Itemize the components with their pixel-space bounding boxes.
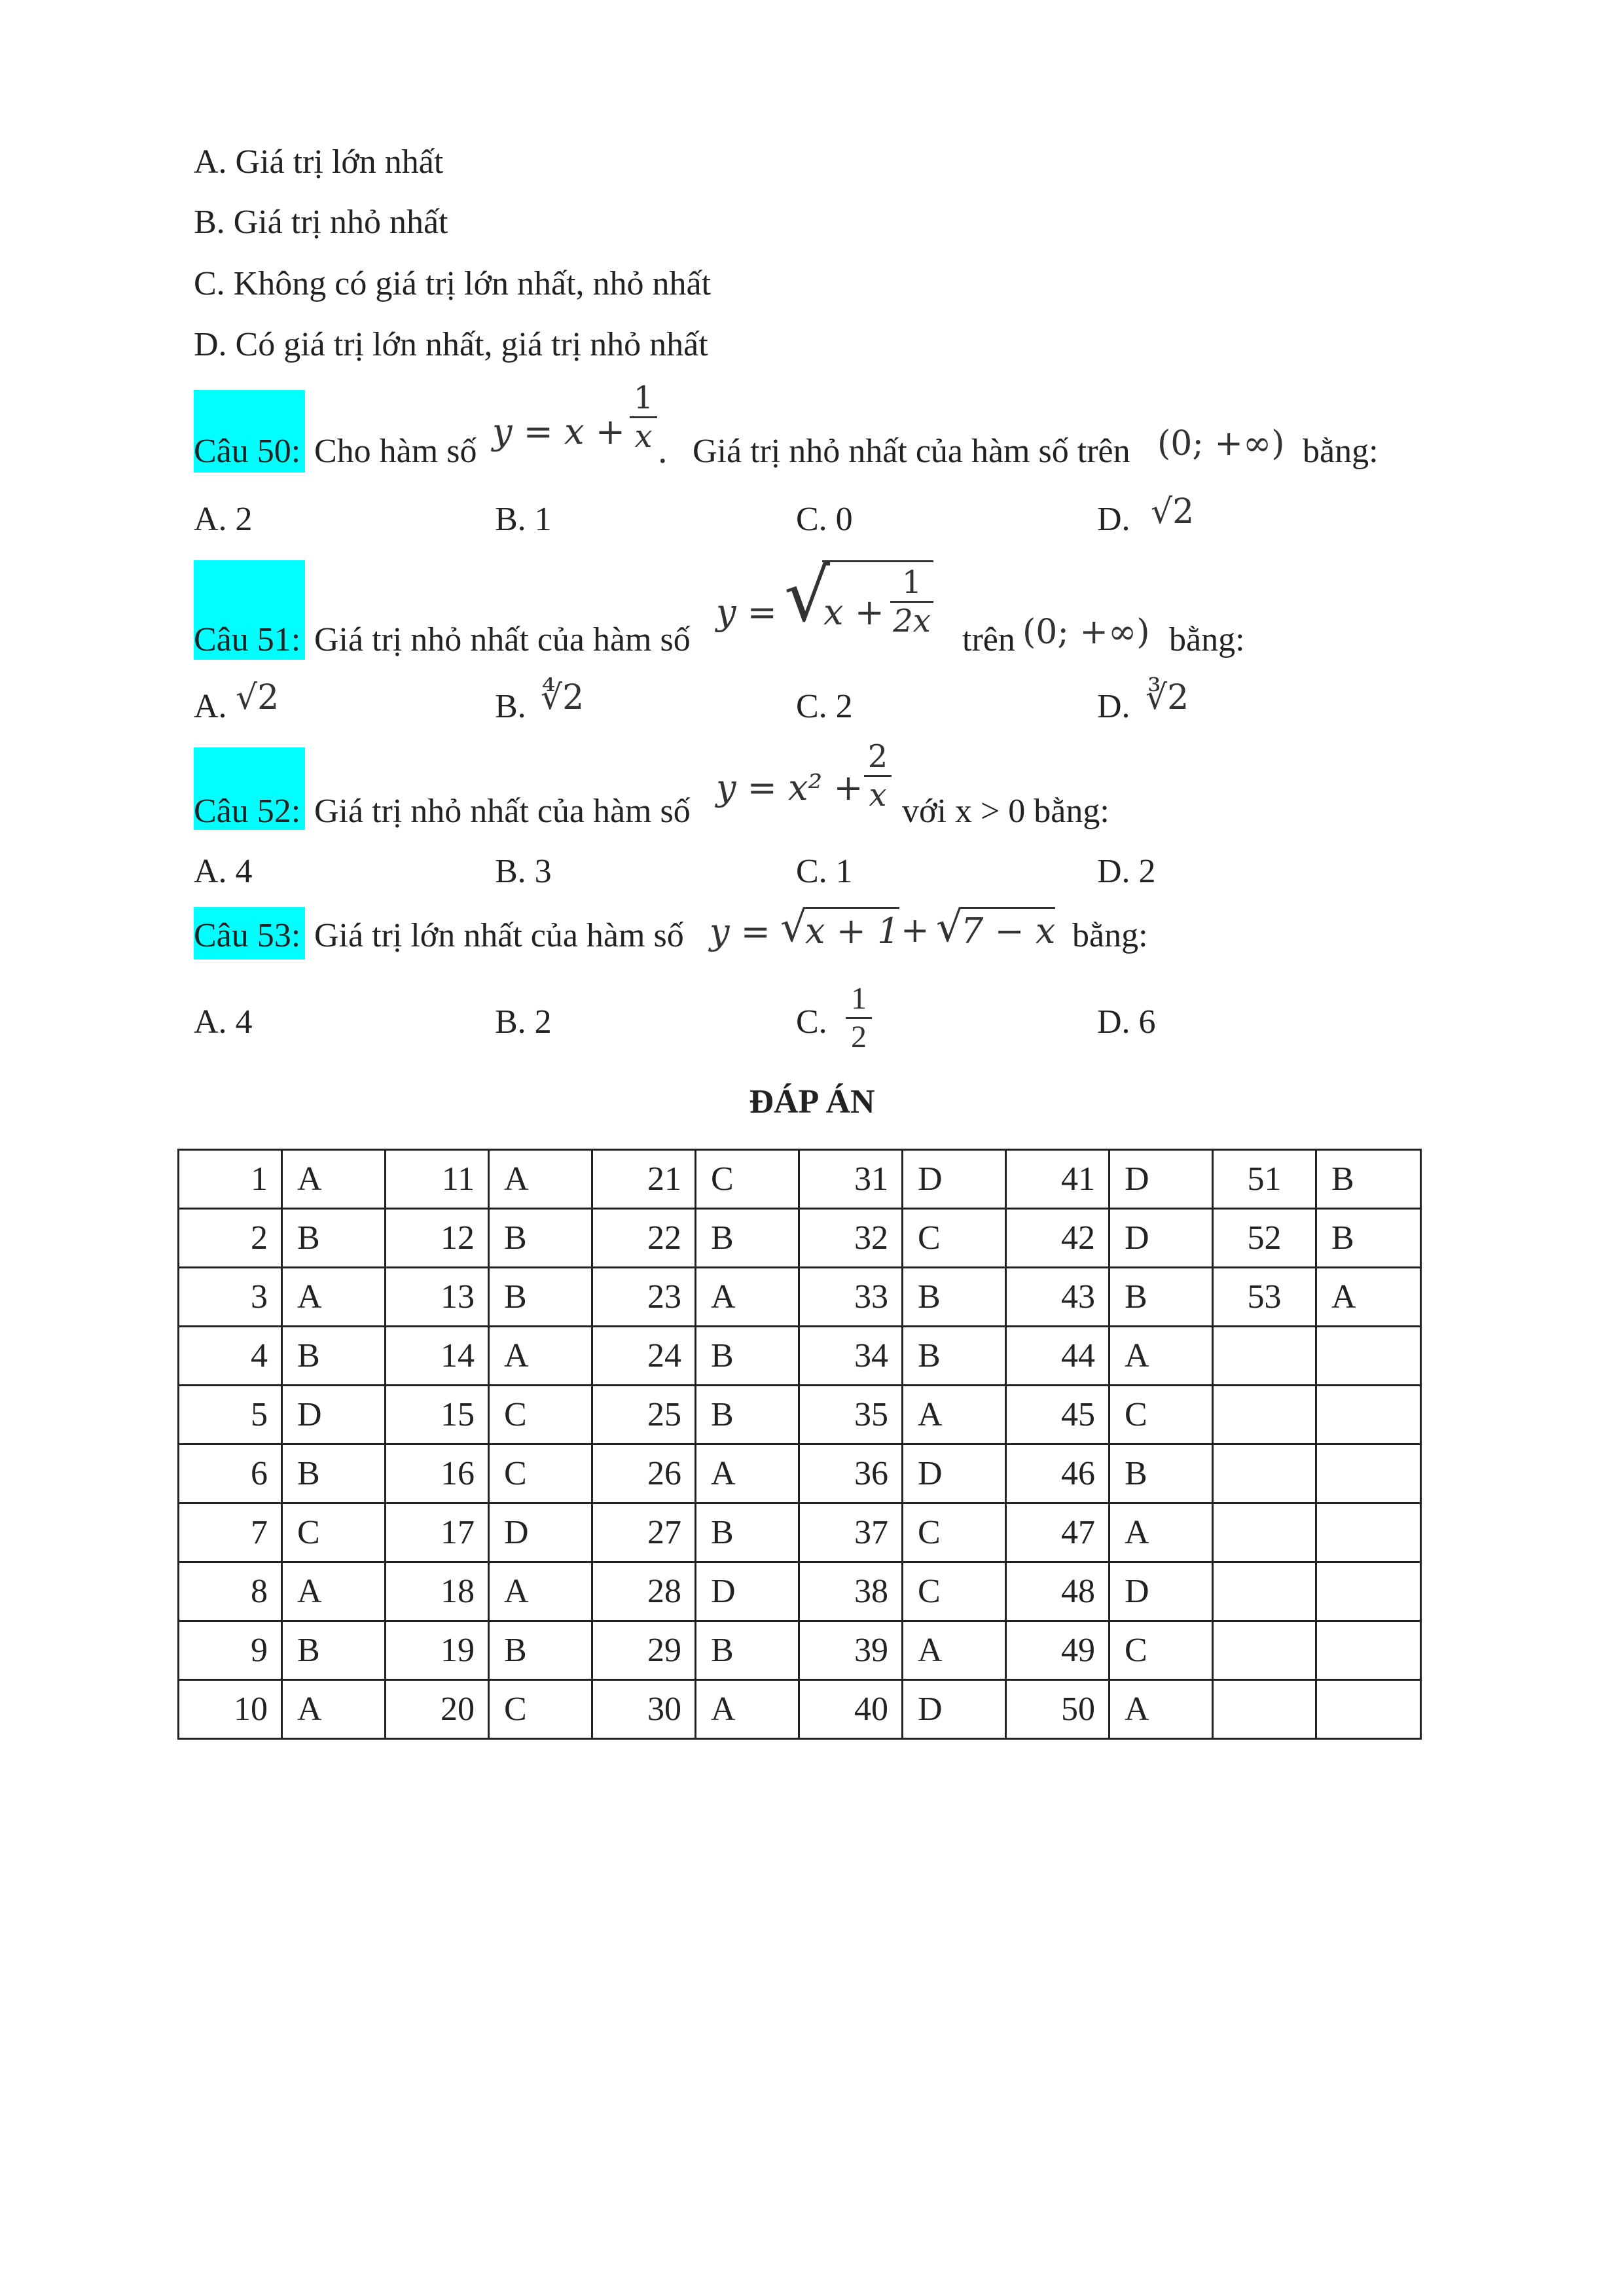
- answer-letter-cell: B: [489, 1621, 592, 1680]
- answer-letter-cell: B: [282, 1327, 386, 1386]
- answer-letter-cell: C: [696, 1150, 799, 1209]
- answer-letter-cell: A: [1110, 1327, 1213, 1386]
- q50-text: Cho hàm số: [314, 433, 477, 470]
- question-number-cell: 32: [799, 1209, 903, 1268]
- answer-letter-cell: C: [1110, 1386, 1213, 1444]
- q51-option-d-value: ∛2: [1146, 678, 1189, 717]
- answer-letter-cell: D: [903, 1680, 1006, 1739]
- sqrt-icon: √: [780, 903, 807, 952]
- q53-option-c-fraction: 1 2: [846, 980, 872, 1056]
- question-number-cell: 46: [1006, 1444, 1110, 1503]
- q50-interval: (0; +∞): [1157, 424, 1285, 463]
- question-number-cell: 2: [179, 1209, 282, 1268]
- question-number-cell: 33: [799, 1268, 903, 1327]
- question-number-cell: [1213, 1680, 1316, 1739]
- answer-letter-cell: [1316, 1562, 1421, 1621]
- answer-letter-cell: D: [696, 1562, 799, 1621]
- q50-option-d: D.: [1097, 501, 1130, 538]
- q52-text-2: với x > 0 bằng:: [902, 793, 1110, 830]
- table-row: [179, 1209, 1421, 1268]
- question-number-cell: [1213, 1621, 1316, 1680]
- answer-letter-cell: [1316, 1680, 1421, 1739]
- q51-option-a: A.: [194, 688, 227, 725]
- answer-letter-cell: D: [1110, 1562, 1213, 1621]
- answer-letter-cell: B: [696, 1327, 799, 1386]
- question-number-cell: 22: [592, 1209, 696, 1268]
- table-row: [179, 1150, 1421, 1209]
- question-number-cell: 6: [179, 1444, 282, 1503]
- question-number-cell: 5: [179, 1386, 282, 1444]
- question-number-cell: 27: [592, 1503, 696, 1562]
- question-number-cell: 47: [1006, 1503, 1110, 1562]
- question-number-cell: [1213, 1562, 1316, 1621]
- q51-option-b-value: ∜2: [541, 678, 585, 717]
- q51-formula: y =: [716, 592, 777, 633]
- answer-letter-cell: [1316, 1327, 1421, 1386]
- answer-letter-cell: B: [903, 1327, 1006, 1386]
- question-number-cell: 4: [179, 1327, 282, 1386]
- question-number-cell: 1: [179, 1150, 282, 1209]
- question-number-cell: 51: [1213, 1150, 1316, 1209]
- prev-option-c: C. Không có giá trị lớn nhất, nhỏ nhất: [194, 265, 712, 302]
- answer-letter-cell: A: [903, 1386, 1006, 1444]
- q51-radical-bar: [822, 560, 933, 562]
- answer-letter-cell: C: [282, 1503, 386, 1562]
- answer-letter-cell: A: [903, 1621, 1006, 1680]
- question-number-cell: 42: [1006, 1209, 1110, 1268]
- q52-text: Giá trị nhỏ nhất của hàm số: [314, 793, 691, 830]
- answer-letter-cell: B: [282, 1209, 386, 1268]
- question-number-cell: 12: [386, 1209, 489, 1268]
- question-number-cell: 25: [592, 1386, 696, 1444]
- table-row: [179, 1444, 1421, 1503]
- answer-letter-cell: A: [282, 1680, 386, 1739]
- answer-letter-cell: C: [903, 1209, 1006, 1268]
- q52-option-c: C. 1: [796, 853, 853, 890]
- answer-letter-cell: [1316, 1386, 1421, 1444]
- q50-formula: y = x +: [492, 411, 625, 452]
- question-number-cell: 24: [592, 1327, 696, 1386]
- answer-letter-cell: A: [489, 1327, 592, 1386]
- question-number-cell: 11: [386, 1150, 489, 1209]
- question-number-cell: 19: [386, 1621, 489, 1680]
- question-number-cell: 14: [386, 1327, 489, 1386]
- answer-letter-cell: B: [1110, 1444, 1213, 1503]
- answer-letter-cell: [1316, 1444, 1421, 1503]
- answer-letter-cell: D: [1110, 1150, 1213, 1209]
- prev-option-d: D. Có giá trị lớn nhất, giá trị nhỏ nhất: [194, 326, 708, 363]
- answer-letter-cell: A: [696, 1268, 799, 1327]
- table-row: [179, 1621, 1421, 1680]
- answer-letter-cell: A: [489, 1562, 592, 1621]
- q53-radicand-1: x + 1: [805, 907, 899, 952]
- q50-option-c: C. 0: [796, 501, 853, 538]
- question-number-cell: 9: [179, 1621, 282, 1680]
- answer-key-table: [177, 1149, 1422, 1740]
- q51-text-3: bằng:: [1169, 621, 1245, 658]
- answer-letter-cell: C: [489, 1386, 592, 1444]
- prev-option-b: B. Giá trị nhỏ nhất: [194, 204, 448, 241]
- q50-option-d-value: √2: [1151, 492, 1195, 531]
- question-number-cell: [1213, 1386, 1316, 1444]
- question-number-cell: 34: [799, 1327, 903, 1386]
- q51-text-2: trên: [962, 621, 1015, 658]
- q53-plus: +: [901, 911, 929, 950]
- q52-option-b: B. 3: [495, 853, 552, 890]
- q53-formula-lhs: y =: [710, 911, 770, 952]
- question-number-cell: 3: [179, 1268, 282, 1327]
- question-number-cell: 48: [1006, 1562, 1110, 1621]
- table-row: [179, 1268, 1421, 1327]
- q53-option-c: C.: [796, 1003, 827, 1041]
- question-number-cell: 21: [592, 1150, 696, 1209]
- question-number-cell: 10: [179, 1680, 282, 1739]
- q52-option-a: A. 4: [194, 853, 253, 890]
- q51-text: Giá trị nhỏ nhất của hàm số: [314, 621, 691, 658]
- question-number-cell: 35: [799, 1386, 903, 1444]
- table-row: [179, 1680, 1421, 1739]
- answer-letter-cell: D: [282, 1386, 386, 1444]
- answer-letter-cell: D: [489, 1503, 592, 1562]
- q50-option-b: B. 1: [495, 501, 552, 538]
- answer-letter-cell: C: [489, 1680, 592, 1739]
- answer-letter-cell: C: [903, 1562, 1006, 1621]
- question-number-cell: 50: [1006, 1680, 1110, 1739]
- question-number-cell: 41: [1006, 1150, 1110, 1209]
- answer-letter-cell: C: [1110, 1621, 1213, 1680]
- q52-formula: y = x² +: [716, 767, 863, 808]
- q51-option-a-value: √2: [236, 678, 280, 717]
- answer-letter-cell: A: [282, 1562, 386, 1621]
- question-number-cell: 17: [386, 1503, 489, 1562]
- q51-radicand: x +: [823, 592, 884, 633]
- q50-text-3: bằng:: [1303, 433, 1379, 470]
- answer-letter-cell: C: [489, 1444, 592, 1503]
- question-number-cell: 26: [592, 1444, 696, 1503]
- question-number-cell: 39: [799, 1621, 903, 1680]
- sqrt-icon: √: [936, 903, 963, 952]
- question-number-cell: 16: [386, 1444, 489, 1503]
- q51-option-d: D.: [1097, 688, 1130, 725]
- answer-letter-cell: A: [696, 1680, 799, 1739]
- answer-letter-cell: B: [696, 1209, 799, 1268]
- answer-letter-cell: B: [696, 1621, 799, 1680]
- question-number-cell: 36: [799, 1444, 903, 1503]
- answer-letter-cell: B: [489, 1209, 592, 1268]
- q52-fraction: 2 x: [864, 738, 892, 814]
- question-number-cell: 20: [386, 1680, 489, 1739]
- answer-letter-cell: B: [282, 1444, 386, 1503]
- question-number-cell: 28: [592, 1562, 696, 1621]
- answer-letter-cell: D: [1110, 1209, 1213, 1268]
- answer-letter-cell: D: [903, 1150, 1006, 1209]
- q53-option-a: A. 4: [194, 1003, 253, 1041]
- q51-fraction: 1 2x: [890, 564, 933, 639]
- q53-label: Câu 53:: [194, 917, 301, 954]
- prev-option-a: A. Giá trị lớn nhất: [194, 143, 444, 181]
- answer-letter-cell: A: [1110, 1680, 1213, 1739]
- question-number-cell: [1213, 1327, 1316, 1386]
- q50-label: Câu 50:: [194, 433, 301, 470]
- question-number-cell: 30: [592, 1680, 696, 1739]
- table-row: [179, 1327, 1421, 1386]
- question-number-cell: 8: [179, 1562, 282, 1621]
- answer-letter-cell: D: [903, 1444, 1006, 1503]
- q53-text: Giá trị lớn nhất của hàm số: [314, 917, 684, 954]
- table-row: [179, 1503, 1421, 1562]
- question-number-cell: 53: [1213, 1268, 1316, 1327]
- question-number-cell: 43: [1006, 1268, 1110, 1327]
- question-number-cell: 13: [386, 1268, 489, 1327]
- q50-fraction-dot: .: [657, 432, 668, 471]
- question-number-cell: [1213, 1503, 1316, 1562]
- answer-letter-cell: B: [489, 1268, 592, 1327]
- q53-option-b: B. 2: [495, 1003, 552, 1041]
- answer-letter-cell: C: [903, 1503, 1006, 1562]
- answer-letter-cell: A: [489, 1150, 592, 1209]
- answer-letter-cell: B: [1316, 1209, 1421, 1268]
- q53-text-2: bằng:: [1072, 917, 1148, 954]
- q51-label: Câu 51:: [194, 621, 301, 658]
- question-number-cell: 45: [1006, 1386, 1110, 1444]
- answer-letter-cell: B: [696, 1386, 799, 1444]
- answer-letter-cell: B: [282, 1621, 386, 1680]
- question-number-cell: 31: [799, 1150, 903, 1209]
- question-number-cell: 52: [1213, 1209, 1316, 1268]
- answer-letter-cell: A: [1110, 1503, 1213, 1562]
- answer-letter-cell: B: [903, 1268, 1006, 1327]
- answer-letter-cell: B: [1110, 1268, 1213, 1327]
- q51-interval: (0; +∞): [1022, 613, 1150, 652]
- answer-letter-cell: A: [696, 1444, 799, 1503]
- answer-key-title: ĐÁP ÁN: [749, 1083, 875, 1121]
- q50-option-a: A. 2: [194, 501, 253, 538]
- answer-letter-cell: B: [696, 1503, 799, 1562]
- table-row: [179, 1386, 1421, 1444]
- question-number-cell: 18: [386, 1562, 489, 1621]
- answer-letter-cell: [1316, 1503, 1421, 1562]
- question-number-cell: 44: [1006, 1327, 1110, 1386]
- question-number-cell: 15: [386, 1386, 489, 1444]
- question-number-cell: 7: [179, 1503, 282, 1562]
- question-number-cell: 38: [799, 1562, 903, 1621]
- answer-letter-cell: A: [1316, 1268, 1421, 1327]
- q52-label: Câu 52:: [194, 793, 301, 830]
- question-number-cell: [1213, 1444, 1316, 1503]
- question-number-cell: 29: [592, 1621, 696, 1680]
- question-number-cell: 37: [799, 1503, 903, 1562]
- q53-option-d: D. 6: [1097, 1003, 1156, 1041]
- question-number-cell: 40: [799, 1680, 903, 1739]
- answer-letter-cell: B: [1316, 1150, 1421, 1209]
- answer-letter-cell: A: [282, 1268, 386, 1327]
- q51-option-b: B.: [495, 688, 526, 725]
- question-number-cell: 23: [592, 1268, 696, 1327]
- q50-fraction: 1 x: [630, 380, 657, 455]
- q50-text-2: Giá trị nhỏ nhất của hàm số trên: [693, 433, 1130, 470]
- answer-letter-cell: A: [282, 1150, 386, 1209]
- table-row: [179, 1562, 1421, 1621]
- answer-letter-cell: [1316, 1621, 1421, 1680]
- q52-option-d: D. 2: [1097, 853, 1156, 890]
- q53-radicand-2: 7 − x: [961, 907, 1055, 952]
- q51-option-c: C. 2: [796, 688, 853, 725]
- sqrt-icon: √: [784, 554, 831, 637]
- question-number-cell: 49: [1006, 1621, 1110, 1680]
